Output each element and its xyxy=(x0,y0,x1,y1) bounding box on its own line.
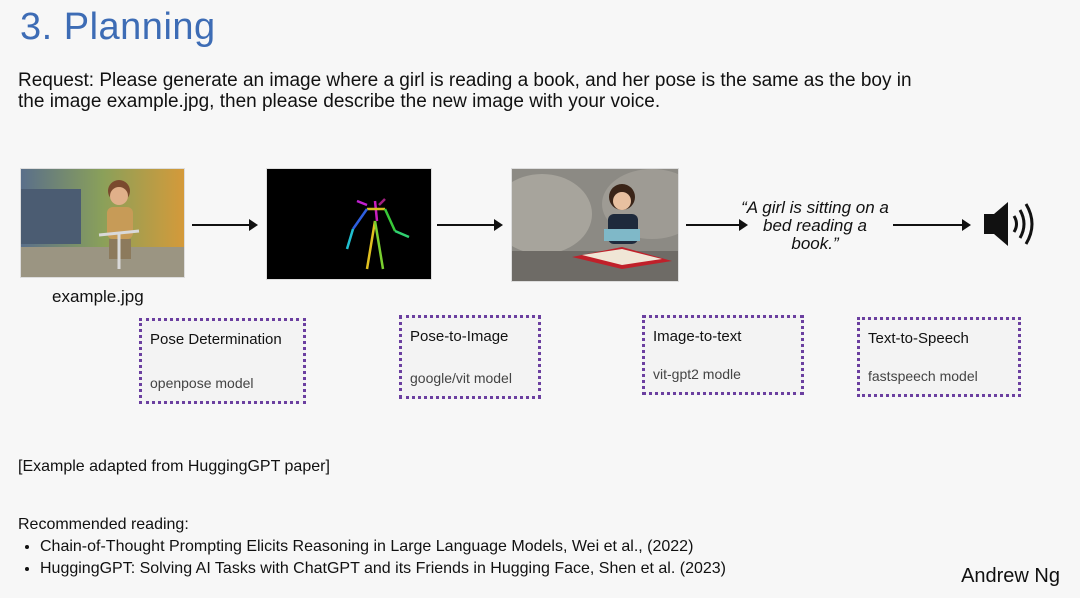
page-title: 3. Planning xyxy=(20,6,216,48)
reading-item: • Chain-of-Thought Prompting Elicits Reasoning in Large Language Models, Wei et al., (2022) xyxy=(40,536,726,558)
step-box-pose-to-image xyxy=(399,315,541,399)
arrow-4 xyxy=(893,224,969,226)
reading-heading: Recommended reading: xyxy=(18,516,189,533)
caption-quote: “A girl is sitting on a bed reading a book.” xyxy=(741,198,889,253)
step-model: vit-gpt2 modle xyxy=(653,366,741,382)
recommended-reading xyxy=(18,514,726,580)
arrow-1 xyxy=(192,224,256,226)
step-title: Pose Determination xyxy=(150,331,282,348)
boy-example-image xyxy=(20,168,185,278)
step-box-pose-determination xyxy=(139,318,306,404)
step-box-text-to-speech xyxy=(857,317,1021,397)
source-note: [Example adapted from HuggingGPT paper] xyxy=(18,458,330,475)
request-text: Request: Please generate an image where a girl is reading a book, and her pose is the same as the boy in the image example.jpg, then please describe the new image with your voice. xyxy=(18,70,912,112)
pose-skeleton-image xyxy=(266,168,432,280)
step-model: fastspeech model xyxy=(868,368,978,384)
arrow-3 xyxy=(686,224,746,226)
reading-item: • HuggingGPT: Solving AI Tasks with ChatGPT and its Friends in Hugging Face, Shen et al. (2023) xyxy=(40,558,726,580)
step-model: openpose model xyxy=(150,375,254,391)
arrow-2 xyxy=(437,224,501,226)
step-title: Pose-to-Image xyxy=(410,328,509,345)
author-name: Andrew Ng xyxy=(961,565,1060,587)
step-model: google/vit model xyxy=(410,370,512,386)
girl-reading-image xyxy=(511,168,679,282)
step-title: Image-to-text xyxy=(653,328,742,345)
speaker-icon xyxy=(982,198,1038,250)
step-box-image-to-text xyxy=(642,315,804,395)
example-caption: example.jpg xyxy=(52,287,144,306)
step-title: Text-to-Speech xyxy=(868,330,969,347)
